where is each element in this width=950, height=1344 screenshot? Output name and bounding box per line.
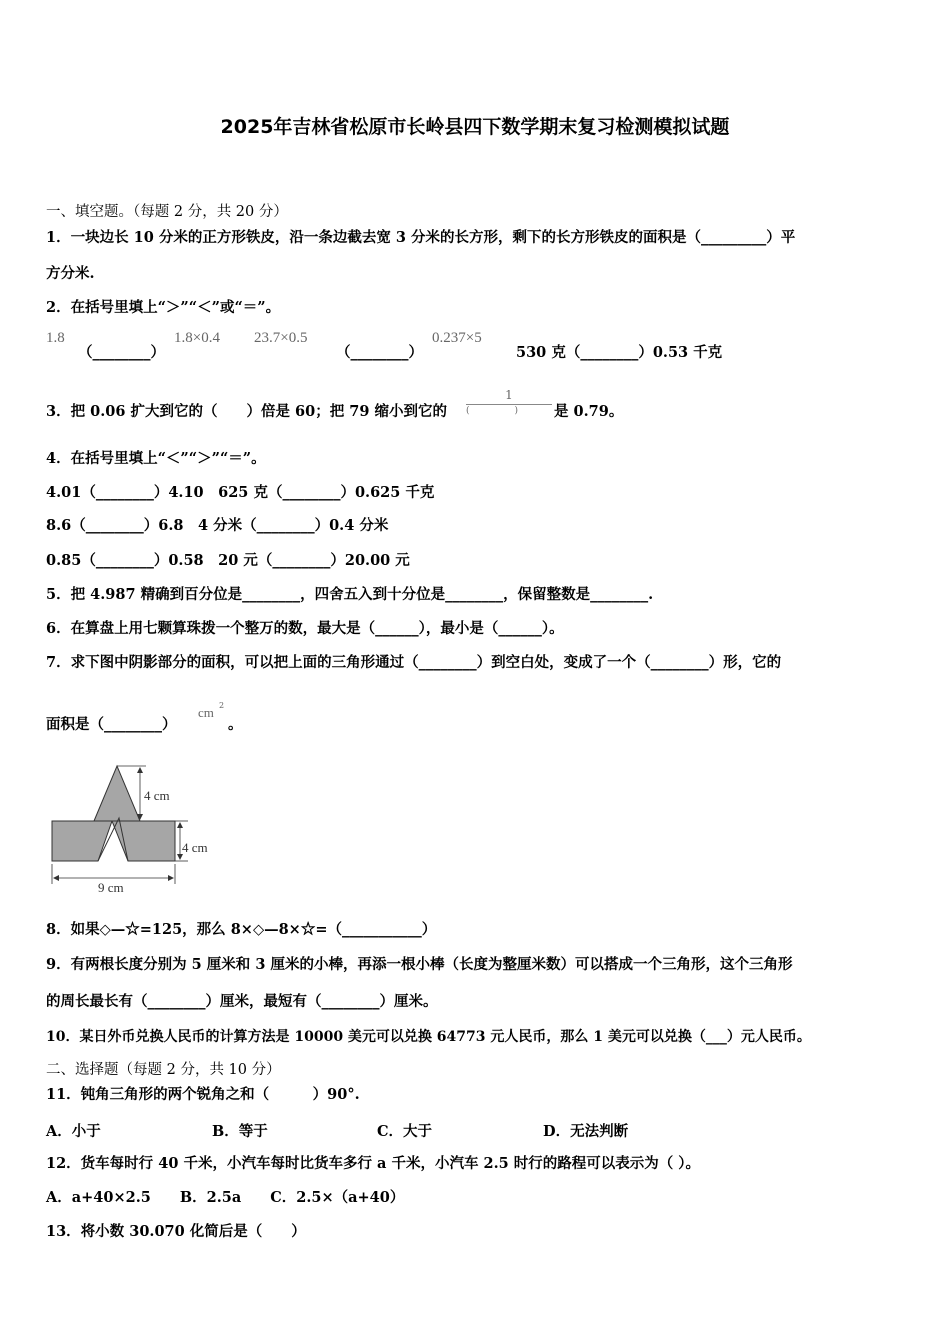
q2-value-2: 1.8×0.4	[174, 330, 220, 346]
question-7-line-2: 面积是（________）	[46, 716, 177, 733]
q7-unit: cm	[198, 705, 214, 720]
q2-blank-1: （________）	[78, 344, 165, 361]
question-4-row-3: 0.85（________）0.58 20 元（________）20.00 元	[46, 552, 410, 569]
section-heading-choice: 二、选择题（每题 2 分，共 10 分）	[46, 1062, 281, 1078]
question-9-line-2: 的周长最长有（________）厘米，最短有（________）厘米。	[46, 993, 438, 1010]
question-3-tail: 是 0.79。	[554, 403, 624, 420]
page-title: 2025年吉林省松原市长岭县四下数学期末复习检测模拟试题	[220, 116, 730, 138]
question-9-line-1: 9．有两根长度分别为 5 厘米和 3 厘米的小棒，再添一根小棒（长度为整厘米数）可以搭成一个三角形，这个三角形	[46, 956, 793, 973]
shaded-top-triangle	[94, 766, 140, 821]
question-10: 10．某日外币兑换人民币的计算方法是 10000 美元可以兑换 64773 元人民币，那么 1 美元可以兑换（___）元人民币。	[46, 1029, 811, 1045]
q3-fraction-denominator: ( )	[466, 404, 552, 417]
q7-unit-exponent: 2	[219, 701, 225, 710]
q3-fraction	[466, 388, 552, 417]
q7-end: 。	[228, 716, 243, 733]
question-11: 11．钝角三角形的两个锐角之和（ ）90°.	[46, 1086, 360, 1103]
q11-option-d: D．无法判断	[543, 1123, 629, 1140]
q2-value-4: 0.237×5	[432, 330, 482, 346]
q11-option-a: A．小于	[46, 1123, 101, 1140]
q2-value-3: 23.7×0.5	[254, 330, 308, 346]
q2-value-1: 1.8	[46, 330, 65, 346]
label-bottom-9cm: 9 cm	[98, 880, 124, 895]
label-right-4cm: 4 cm	[182, 840, 208, 855]
q2-blank-2: （________）	[336, 344, 423, 361]
question-12: 12．货车每时行 40 千米，小汽车每时比货车多行 a 千米，小汽车 2.5 时行的路程可以表示为（ ）。	[46, 1155, 701, 1172]
question-13: 13．将小数 30.070 化简后是（ ）	[46, 1223, 306, 1240]
section-heading-fill-in: 一、填空题。（每题 2 分，共 20 分）	[46, 204, 288, 220]
question-7-line-1: 7．求下图中阴影部分的面积，可以把上面的三角形通过（________）到空白处，变成了一个（________）形，它的	[46, 654, 782, 671]
question-4: 4．在括号里填上“＜”“＞”“＝”。	[46, 450, 266, 467]
question-1-line-2: 方分米.	[46, 265, 95, 282]
question-2: 2．在括号里填上“＞”“＜”或“＝”。	[46, 299, 281, 316]
question-3: 3．把 0.06 扩大到它的（ ）倍是 60；把 79 缩小到它的	[46, 403, 447, 420]
q12-options: A．a+40×2.5 B．2.5a C．2.5×（a+40）	[46, 1189, 405, 1206]
q11-option-b: B．等于	[212, 1123, 268, 1140]
question-4-row-2: 8.6（________）6.8 4 分米（________）0.4 分米	[46, 517, 389, 534]
q2-tail: 530 克（________）0.53 千克	[516, 344, 723, 361]
question-4-row-1: 4.01（________）4.10 625 克（________）0.625 千克	[46, 484, 435, 501]
shaded-right-part	[112, 821, 175, 861]
label-top-4cm: 4 cm	[144, 788, 170, 803]
question-1-line-1: 1．一块边长 10 分米的正方形铁皮，沿一条边截去宽 3 分米的长方形，剩下的长方形铁皮的面积是（_________）平	[46, 229, 796, 246]
question-6: 6．在算盘上用七颗算珠拨一个整万的数，最大是（______），最小是（______）。	[46, 620, 564, 637]
q11-option-c: C．大于	[377, 1123, 433, 1140]
question-5: 5．把 4.987 精确到百分位是________，四舍五入到十分位是________，保留整数是________.	[46, 586, 654, 603]
question-8: 8．如果◇—☆=125，那么 8×◇—8×☆=（___________）	[46, 921, 437, 938]
shaded-area-figure	[46, 760, 226, 900]
q3-fraction-numerator: 1	[505, 388, 513, 402]
shaded-left-part	[52, 821, 112, 861]
